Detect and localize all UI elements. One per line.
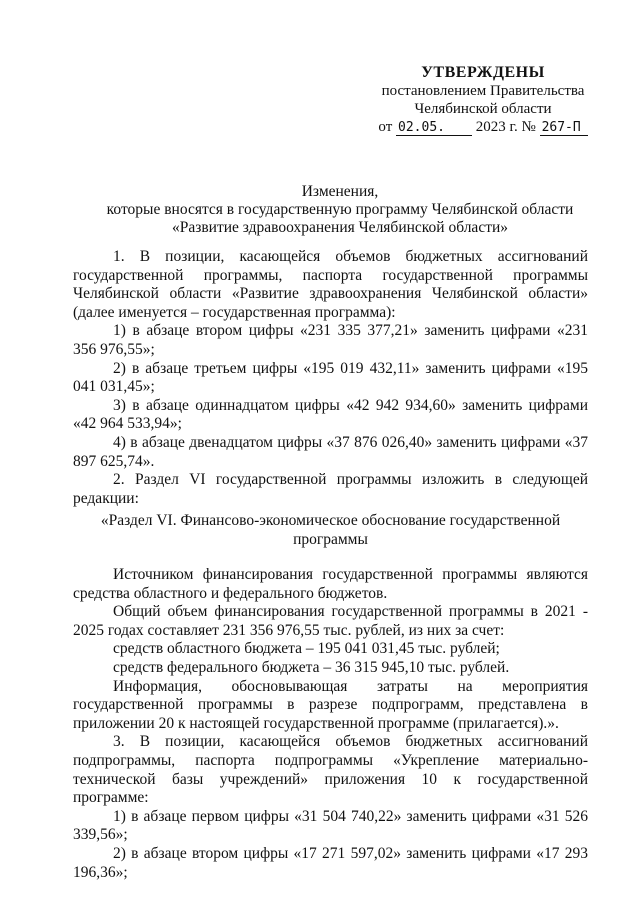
changes-part-1: [73, 248, 588, 508]
paragraph: 3) в абзаце одиннадцатом цифры «42 942 934,60» заменить цифрами «42 964 533,94»;: [73, 396, 588, 433]
paragraph: 2. Раздел VI государственной программы изложить в следующей редакции:: [73, 471, 588, 507]
paragraph: 1) в абзаце первом цифры «31 504 740,22» заменить цифрами «31 526 339,56»;: [73, 807, 588, 844]
approval-block: [368, 64, 598, 136]
approval-line-1: постановлением Правительства: [381, 83, 585, 99]
paragraph: 2) в абзаце втором цифры «17 271 597,02» заменить цифрами «17 293 196,36»;: [73, 844, 588, 881]
approval-line-2: Челябинской области: [414, 101, 552, 117]
changes-part-2: [73, 566, 588, 882]
section-heading: «Раздел VI. Финансово-экономическое обоснование государственной программы: [100, 512, 561, 548]
approval-date-line: [368, 118, 598, 136]
paragraph: Общий объем финансирования государственной программы в 2021 - 2025 годах составляет 231 356 976,55 тыс. рублей, из них за счет:: [73, 603, 588, 639]
paragraph: 1) в абзаце втором цифры «231 335 377,21» заменить цифрами «231 356 976,55»;: [73, 322, 588, 358]
paragraph: 2) в абзаце третьем цифры «195 019 432,11» заменить цифрами «195 041 031,45»;: [73, 359, 588, 396]
section-heading-block: [73, 512, 588, 549]
document-title: [60, 183, 620, 237]
title-line-2: которые вносятся в государственную программу Челябинской области: [106, 201, 574, 218]
paragraph: Источником финансирования государственной программы являются средства областного и федерального бюджетов.: [73, 566, 588, 602]
paragraph: 3. В позиции, касающейся объемов бюджетных ассигнований подпрограммы, паспорта подпрограммы «Укрепление материально-технической базы учреждений» приложения 10 к государственной программе:: [73, 733, 588, 807]
paragraph: средств областного бюджета – 195 041 031,45 тыс. рублей;: [113, 640, 500, 658]
year-suffix: 2023 г. №: [475, 119, 536, 135]
handwritten-number: 267-П: [540, 120, 588, 136]
date-prefix: от: [378, 119, 393, 135]
paragraph: 4) в абзаце двенадцатом цифры «37 876 026,40» заменить цифрами «37 897 625,74».: [73, 433, 588, 470]
paragraph: 1. В позиции, касающейся объемов бюджетных ассигнований государственной программы, паспорта государственной программы Челябинской области «Развитие здравоохранения Челябинской области» (далее именуется – государственная программа):: [73, 248, 588, 321]
paragraph: средств федерального бюджета – 36 315 945,10 тыс. рублей.: [113, 658, 510, 676]
title-line-1: Изменения,: [301, 183, 379, 200]
title-line-3: «Развитие здравоохранения Челябинской области»: [171, 219, 509, 236]
paragraph: Информация, обосновывающая затраты на мероприятия государственной программы в разрезе подпрограмм, представлена в приложении 20 к настоящей государственной программе (прилагается).».: [73, 677, 588, 732]
handwritten-date: 02.05.: [396, 120, 472, 136]
approval-heading: УТВЕРЖДЕНЫ: [421, 64, 545, 81]
